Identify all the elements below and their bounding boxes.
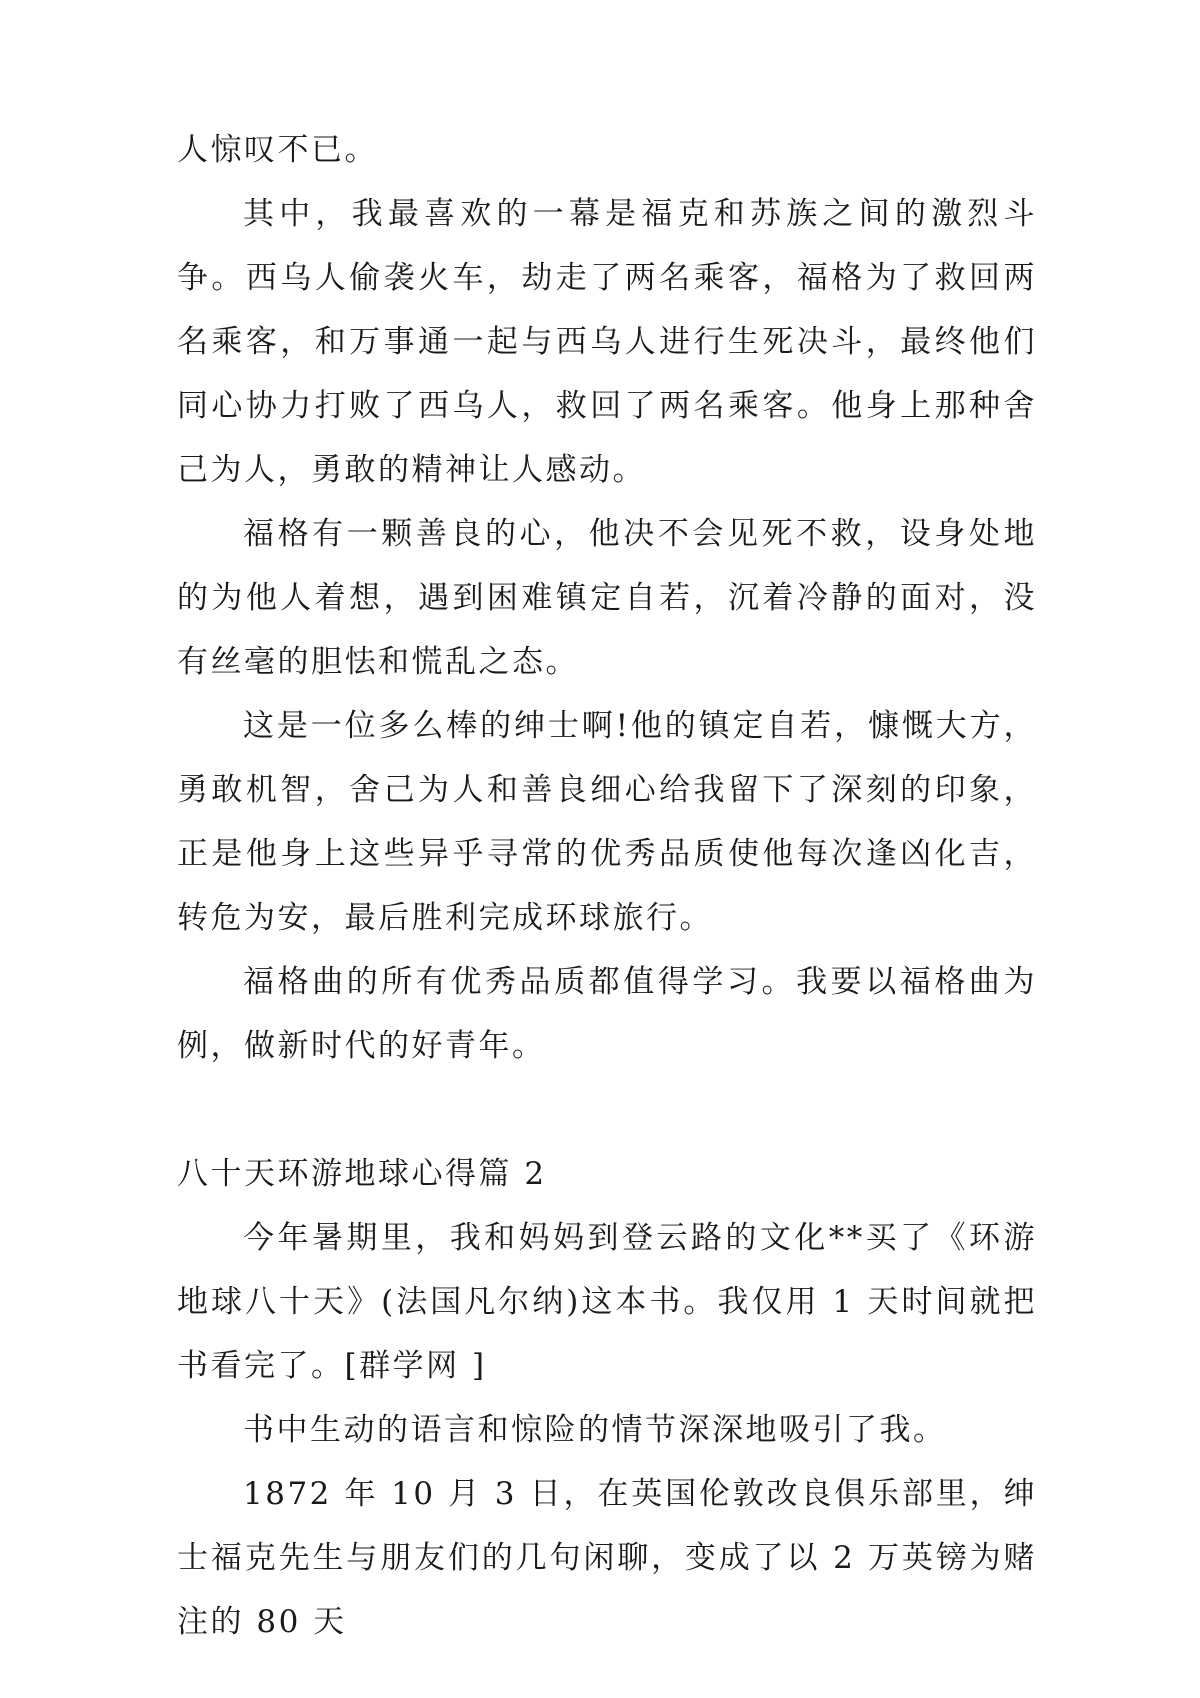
paragraph-2: 其中，我最喜欢的一幕是福克和苏族之间的激烈斗争。西乌人偷袭火车，劫走了两名乘客，福格为了救回两名乘客，和万事通一起与西乌人进行生死决斗，最终他们同心协力打败了西乌人，救回了两名乘客。他身上那种舍己为人，勇敢的精神让人感动。 bbox=[177, 196, 1037, 488]
paragraph-3: 福格有一颗善良的心，他决不会见死不救，设身处地的为他人着想，遇到困难镇定自若，沉着冷静的面对，没有丝毫的胆怯和慌乱之态。 bbox=[177, 516, 1037, 680]
section2-paragraph-2: 书中生动的语言和惊险的情节深深地吸引了我。 bbox=[243, 1412, 947, 1448]
paragraph-5: 福格曲的所有优秀品质都值得学习。我要以福格曲为例，做新时代的好青年。 bbox=[177, 964, 1037, 1064]
section-heading: 八十天环游地球心得篇 2 bbox=[177, 1156, 547, 1192]
section2-paragraph-3: 1872 年 10 月 3 日，在英国伦敦改良俱乐部里，绅士福克先生与朋友们的几句闲聊，变成了以 2 万英镑为赌注的 80 天 bbox=[177, 1476, 1037, 1640]
paragraph-1: 人惊叹不已。 bbox=[177, 132, 378, 168]
paragraph-4: 这是一位多么棒的绅士啊!他的镇定自若，慷慨大方，勇敢机智，舍己为人和善良细心给我留下了深刻的印象，正是他身上这些异乎寻常的优秀品质使他每次逢凶化吉，转危为安，最后胜利完成环球旅行。 bbox=[177, 708, 1037, 936]
section2-paragraph-1: 今年暑期里，我和妈妈到登云路的文化**买了《环游地球八十天》(法国凡尔纳)这本书。我仅用 1 天时间就把书看完了。[群学网 ] bbox=[177, 1220, 1037, 1384]
document-body bbox=[177, 118, 1037, 1654]
